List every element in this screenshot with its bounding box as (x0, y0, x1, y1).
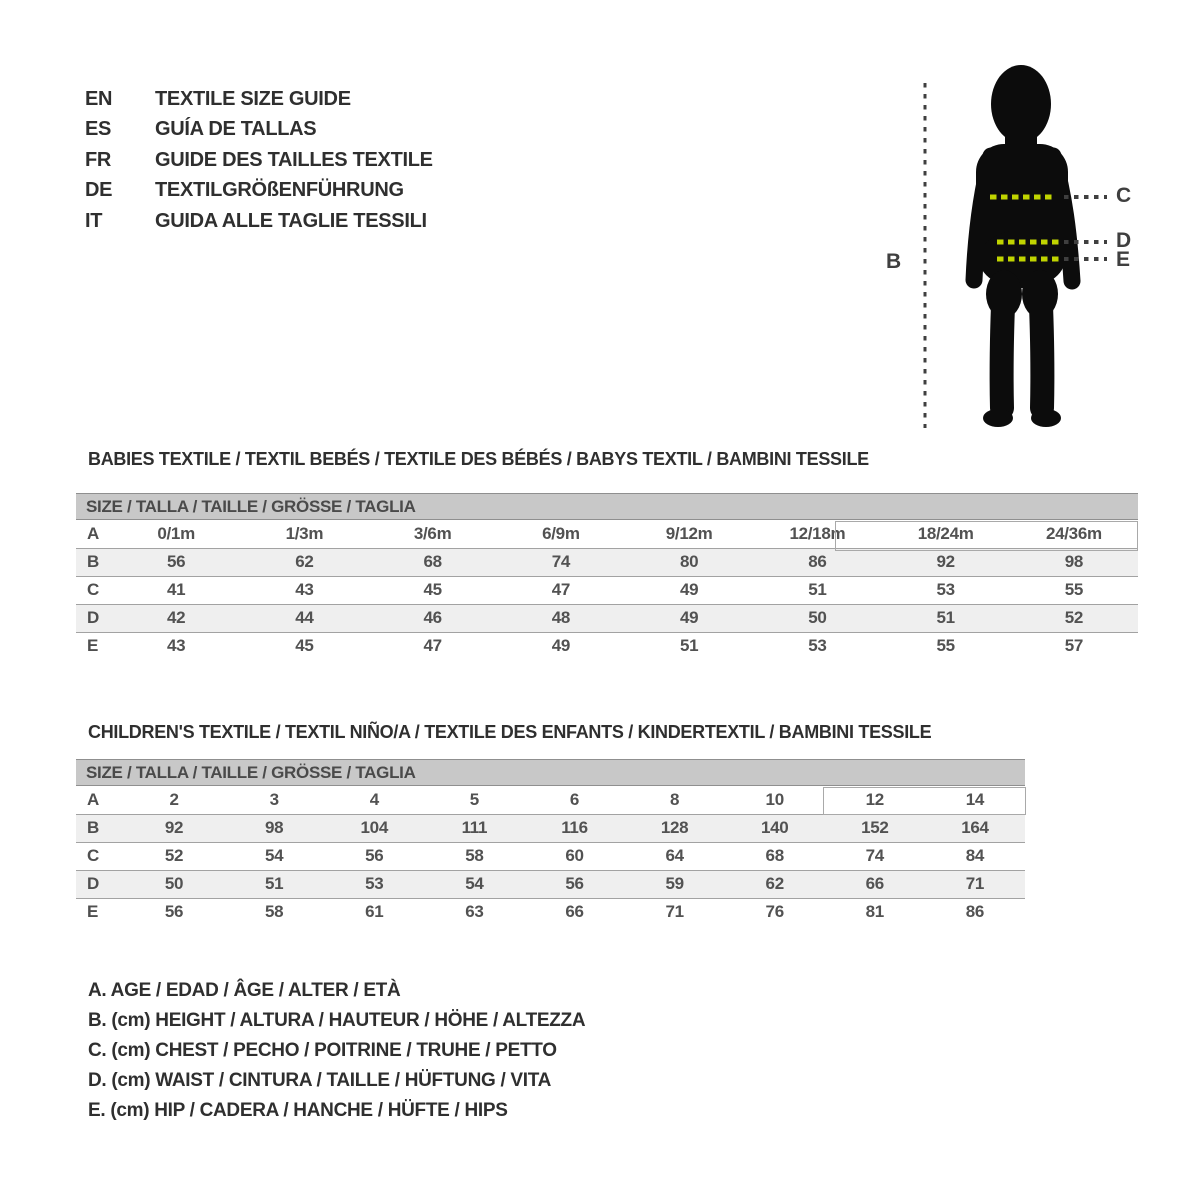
size-cell: 68 (423, 552, 442, 571)
table-row (76, 548, 1138, 576)
language-code: DE (85, 179, 113, 202)
size-cell: 81 (865, 902, 884, 922)
size-cell: 56 (166, 552, 186, 571)
language-title-block (85, 84, 433, 237)
size-cell: 58 (465, 846, 484, 865)
language-row (85, 145, 433, 176)
size-cell: 51 (936, 608, 955, 627)
table-row (76, 898, 1025, 926)
size-cell: 45 (423, 580, 442, 599)
language-title: TEXTILGRÖßENFÜHRUNG (155, 179, 404, 202)
size-cell: 68 (765, 846, 784, 865)
size-cell: 12 (865, 789, 884, 809)
size-cell: 66 (565, 902, 584, 922)
size-cell: 51 (679, 636, 699, 656)
size-cell: 52 (1064, 608, 1084, 627)
legend-age: A. AGE / EDAD / ÂGE / ALTER / ETÀ (88, 980, 401, 1001)
size-cell: 53 (808, 636, 827, 656)
table-row (76, 814, 1025, 842)
size-cell: 46 (423, 608, 442, 627)
legend-chest: C. (cm) CHEST / PECHO / POITRINE / TRUHE / PETTO (88, 1040, 557, 1061)
language-title: GUIDE DES TAILLES TEXTILE (155, 148, 433, 171)
size-cell: 43 (166, 636, 186, 656)
size-cell: 54 (465, 874, 484, 893)
size-cell: 48 (551, 608, 571, 627)
size-cell: 62 (295, 552, 314, 571)
size-cell: 47 (423, 636, 442, 656)
legend-waist: D. (cm) WAIST / CINTURA / TAILLE / HÜFTUNG / VITA (88, 1070, 552, 1091)
size-cell: 58 (265, 902, 284, 922)
row-label: C (87, 580, 100, 599)
language-row (85, 206, 433, 237)
table-row (76, 632, 1138, 660)
row-label: E (87, 902, 99, 922)
size-cell: 3 (269, 789, 279, 809)
size-cell: 3/6m (413, 523, 452, 543)
waist-label: D (1116, 229, 1132, 252)
size-cell: 50 (808, 608, 827, 627)
size-cell: 98 (1064, 552, 1084, 571)
legend-hip: E. (cm) HIP / CADERA / HANCHE / HÜFTE / HIPS (88, 1100, 508, 1121)
size-cell: 49 (679, 608, 699, 627)
language-code: IT (85, 209, 103, 232)
size-cell: 8 (670, 789, 680, 809)
size-cell: 104 (360, 818, 388, 837)
size-cell: 47 (551, 580, 571, 599)
size-cell: 92 (936, 552, 955, 571)
size-cell: 55 (1064, 580, 1084, 599)
size-cell: 164 (961, 818, 989, 837)
size-cell: 51 (808, 580, 827, 599)
row-label: C (87, 846, 100, 865)
size-cell: 98 (265, 818, 284, 837)
row-label: E (87, 636, 99, 656)
hip-label: E (1116, 248, 1131, 271)
size-cell: 53 (365, 874, 384, 893)
size-cell: 111 (461, 818, 488, 837)
size-cell: 18/24m (917, 523, 974, 543)
row-label: A (87, 523, 100, 543)
size-cell: 61 (365, 902, 384, 922)
size-cell: 152 (861, 818, 889, 837)
size-cell: 71 (965, 874, 985, 893)
size-cell: 5 (469, 789, 479, 809)
row-label: D (87, 608, 100, 627)
table-row (76, 842, 1025, 870)
size-cell: 1/3m (285, 523, 324, 543)
language-row (85, 84, 433, 115)
size-cell: 86 (965, 902, 985, 922)
language-title: GUIDA ALLE TAGLIE TESSILI (155, 209, 427, 232)
babies-section-heading: BABIES TEXTILE / TEXTIL BEBÉS / TEXTILE DES BÉBÉS / BABYS TEXTIL / BAMBINI TESSILE (88, 449, 869, 469)
language-code: ES (85, 118, 112, 141)
babies-selected-size-box (835, 521, 1138, 551)
size-cell: 76 (765, 902, 784, 922)
size-cell: 53 (936, 580, 955, 599)
size-cell: 45 (295, 636, 314, 656)
size-cell: 66 (865, 874, 884, 893)
size-cell: 49 (679, 580, 699, 599)
size-cell: 64 (665, 846, 684, 865)
language-title: TEXTILE SIZE GUIDE (155, 87, 351, 110)
row-label: A (87, 789, 100, 809)
language-row (85, 176, 433, 207)
size-cell: 6/9m (542, 523, 580, 543)
size-cell: 74 (865, 846, 884, 865)
size-header-band: SIZE / TALLA / TAILLE / GRÖSSE / TAGLIA (76, 759, 1025, 786)
size-cell: 44 (295, 608, 314, 627)
size-cell: 86 (808, 552, 827, 571)
size-cell: 128 (660, 818, 689, 837)
size-cell: 56 (164, 902, 184, 922)
language-code: EN (85, 87, 113, 110)
language-row (85, 115, 433, 146)
child-silhouette (974, 65, 1072, 427)
size-cell: 74 (551, 552, 571, 571)
size-cell: 51 (265, 874, 284, 893)
legend-height: B. (cm) HEIGHT / ALTURA / HAUTEUR / HÖHE / ALTEZZA (88, 1010, 586, 1031)
size-cell: 14 (965, 789, 985, 809)
size-cell: 24/36m (1045, 523, 1102, 543)
table-row (76, 576, 1138, 604)
babies-size-table (76, 493, 1138, 660)
children-section-heading: CHILDREN'S TEXTILE / TEXTIL NIÑO/A / TEXTILE DES ENFANTS / KINDERTEXTIL / BAMBINI TESSILE (88, 722, 932, 742)
language-title: GUÍA DE TALLAS (155, 118, 317, 141)
size-cell: 57 (1064, 636, 1084, 656)
measurement-legend (88, 976, 585, 1126)
chest-label: C (1116, 184, 1132, 207)
size-cell: 140 (760, 818, 789, 837)
row-label: D (87, 874, 100, 893)
size-cell: 0/1m (157, 523, 195, 543)
size-cell: 60 (565, 846, 584, 865)
size-cell: 80 (679, 552, 699, 571)
size-cell: 41 (166, 580, 186, 599)
size-cell: 10 (765, 789, 784, 809)
size-cell: 9/12m (665, 523, 713, 543)
size-cell: 55 (936, 636, 955, 656)
size-cell: 56 (365, 846, 384, 865)
size-cell: 43 (295, 580, 314, 599)
children-size-table (76, 759, 1025, 926)
size-cell: 2 (169, 789, 179, 809)
language-code: FR (85, 148, 112, 171)
size-cell: 4 (369, 789, 379, 809)
size-cell: 84 (965, 846, 985, 865)
child-silhouette-diagram (860, 40, 1160, 460)
size-cell: 52 (164, 846, 184, 865)
size-cell: 49 (551, 636, 571, 656)
size-cell: 54 (265, 846, 284, 865)
size-cell: 71 (665, 902, 684, 922)
size-header-band: SIZE / TALLA / TAILLE / GRÖSSE / TAGLIA (76, 493, 1138, 520)
size-cell: 62 (765, 874, 784, 893)
table-row (76, 870, 1025, 898)
row-label: B (87, 818, 100, 837)
size-cell: 50 (164, 874, 184, 893)
row-label: B (87, 552, 100, 571)
children-selected-size-box (823, 787, 1026, 815)
size-cell: 92 (164, 818, 184, 837)
size-cell: 59 (665, 874, 684, 893)
size-cell: 42 (166, 608, 186, 627)
table-row (76, 604, 1138, 632)
size-cell: 12/18m (789, 523, 846, 543)
size-cell: 6 (569, 789, 580, 809)
height-label: B (886, 250, 902, 273)
size-cell: 56 (565, 874, 584, 893)
size-cell: 63 (465, 902, 484, 922)
size-cell: 116 (561, 818, 588, 837)
